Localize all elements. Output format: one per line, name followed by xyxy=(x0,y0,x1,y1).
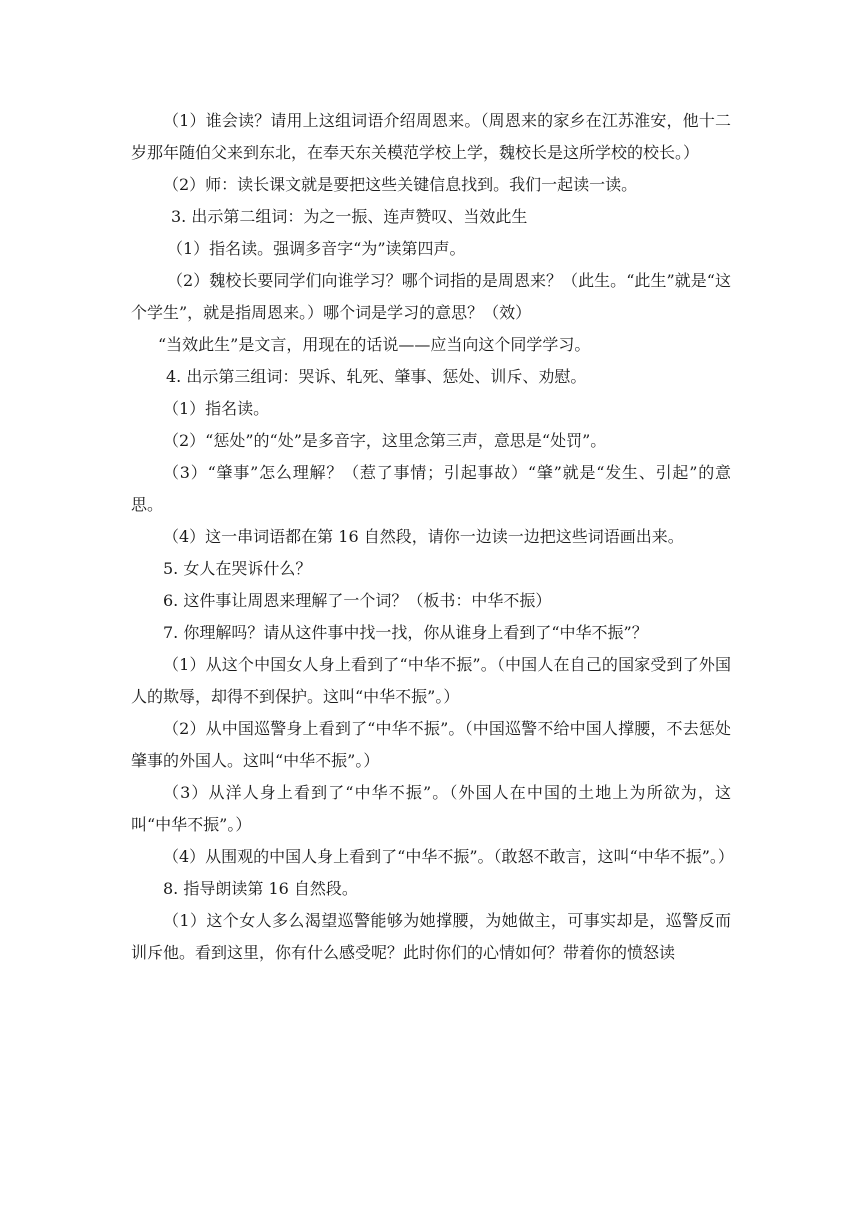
paragraph-2: （2）师：读长课文就是要把这些关键信息找到。我们一起读一读。 xyxy=(163,175,638,194)
paragraph-19: 8. 指导朗读第 16 自然段。 xyxy=(163,879,358,898)
paragraph-11: （4）这一串词语都在第 16 自然段，请你一边读一边把这些词语画出来。 xyxy=(163,527,684,546)
paragraph-18: （4）从围观的中国人身上看到了“中华不振”。（敢怒不敢言，这叫“中华不振”。） xyxy=(163,847,734,866)
paragraph-9: （2）“惩处”的“处”是多音字，这里念第三声，意思是“处罚”。 xyxy=(163,431,607,450)
paragraph-16: （2）从中国巡警身上看到了“中华不振”。（中国巡警不给中国人撑腰，不去惩处肇事的外国人。这叫“中华不振”。） xyxy=(131,719,731,770)
paragraph-5: （2）魏校长要同学们向谁学习？哪个词指的是周恩来？（此生。“此生”就是“这个学生”，就是指周恩来。）哪个词是学习的意思？（效） xyxy=(131,271,731,322)
paragraph-10: （3）“肇事”怎么理解？（惹了事情；引起事故）“肇”就是“发生、引起”的意思。 xyxy=(131,463,731,514)
document-body xyxy=(131,105,734,969)
paragraph-12: 5. 女人在哭诉什么？ xyxy=(163,559,312,578)
paragraph-6: “当效此生”是文言，用现在的话说——应当向这个同学学习。 xyxy=(158,335,591,354)
paragraph-17: （3）从洋人身上看到了“中华不振”。（外国人在中国的土地上为所欲为，这叫“中华不振”。） xyxy=(131,783,731,834)
paragraph-20: （1）这个女人多么渴望巡警能够为她撑腰，为她做主，可事实却是，巡警反而训斥他。看到这里，你有什么感受呢？此时你们的心情如何？带着你的愤怒读 xyxy=(131,911,731,962)
paragraph-3: 3. 出示第二组词：为之一振、连声赞叹、当效此生 xyxy=(171,207,528,226)
paragraph-4: （1）指名读。强调多音字“为”读第四声。 xyxy=(167,239,466,258)
paragraph-8: （1）指名读。 xyxy=(163,399,270,418)
paragraph-13: 6. 这件事让周恩来理解了一个词？（板书：中华不振） xyxy=(163,591,552,610)
paragraph-14: 7. 你理解吗？请从这件事中找一找，你从谁身上看到了“中华不振”？ xyxy=(163,623,648,642)
paragraph-15: （1）从这个中国女人身上看到了“中华不振”。（中国人在自己的国家受到了外国人的欺辱，却得不到保护。这叫“中华不振”。） xyxy=(131,655,731,706)
paragraph-1: （1）谁会读？请用上这组词语介绍周恩来。（周恩来的家乡在江苏淮安，他十二岁那年随伯父来到东北，在奉天东关模范学校上学，魏校长是这所学校的校长。） xyxy=(131,111,731,162)
paragraph-7: 4. 出示第三组词：哭诉、轧死、肇事、惩处、训斥、劝慰。 xyxy=(166,367,587,386)
